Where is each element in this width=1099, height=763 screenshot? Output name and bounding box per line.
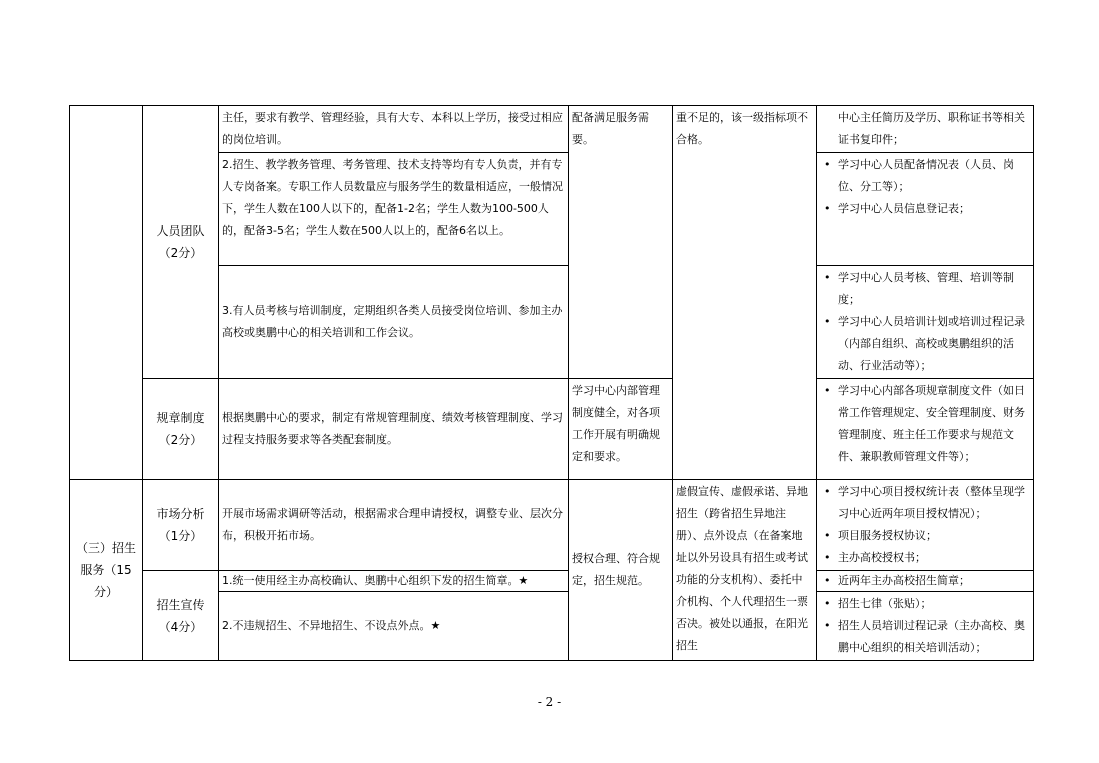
list-item: • 学习中心人员考核、管理、培训等制度； [820,267,1030,311]
personnel-materials2-cell [817,153,1034,266]
table-row [70,480,1034,571]
section-cell-empty [70,106,143,480]
personnel-materials1: 中心主任简历及学历、职称证书等相关证书复印件； [817,106,1034,153]
personnel-req1: 主任，要求有教学、管理经验，具有大专、本科以上学历，接受过相应的岗位培训。 [219,106,569,153]
market-materials-cell [817,480,1034,571]
rules-title: 规章制度 [156,411,205,425]
personnel-score: （2分） [158,246,203,260]
market-header [143,480,219,571]
promo-title: 招生宣传 [156,597,205,612]
personnel-veto: 重不足的，该一级指标项不合格。 [673,106,817,480]
rules-req: 根据奥鹏中心的要求，制定有常规管理制度、绩效考核管理制度、学习过程支持服务要求等各类配套制度。 [219,379,569,480]
enrollment-veto: 虚假宣传、虚假承诺、异地招生（跨省招生异地注册）、点外设点（在备案地址以外另设具有招生或考试功能的分支机构）、委托中介机构、个人代理招生一票否决。被处以通报，在阳光招生 [673,480,817,661]
personnel-materials3-cell [817,266,1034,379]
enrollment-standard: 授权合理、符合规定，招生规范。 [569,480,673,661]
list-item: • 学习中心内部各项规章制度文件（如日常工作管理规定、安全管理制度、财务管理制度、班主任工作要求与规范文件、兼职教师管理文件等）； [820,380,1030,468]
list-item: • 招生人员培训过程记录（主办高校、奥鹏中心组织的相关培训活动）； [820,615,1030,659]
rules-score: （2分） [158,433,203,447]
market-title: 市场分析 [156,507,205,521]
table-row [70,571,1034,592]
evaluation-table [69,105,1034,661]
list-item: • 学习中心人员信息登记表； [820,198,1030,220]
promo-header [143,571,219,661]
market-req: 开展市场需求调研等活动，根据需求合理申请授权，调整专业、层次分布，积极开拓市场。 [219,480,569,571]
page-number: - 2 - [537,695,562,709]
promo-score: （4分） [158,619,203,634]
personnel-title: 人员团队 [156,224,205,238]
list-item: • 项目服务授权协议； [820,525,1030,547]
list-item: • 招生七律（张贴）； [820,593,1030,615]
list-item: • 主办高校授权书； [820,547,1030,569]
enrollment-section: （三）招生服务（15分） [70,480,143,661]
list-item: • 学习中心人员培训计划或培训过程记录（内部自组织、高校或奥鹏组织的活动、行业活动等）； [820,311,1030,377]
promo-materials2-cell [817,592,1034,661]
promo-materials1-cell [817,571,1034,592]
list-item: • 学习中心项目授权统计表（整体呈现学习中心近两年项目授权情况）； [820,481,1030,525]
rules-standard: 学习中心内部管理制度健全，对各项工作开展有明确规定和要求。 [569,379,673,480]
table-row [70,106,1034,153]
personnel-req3: 3.有人员考核与培训制度，定期组织各类人员接受岗位培训、参加主办高校或奥鹏中心的相关培训和工作会议。 [219,266,569,379]
personnel-standard: 配备满足服务需要。 [569,106,673,379]
promo-req1: 1.统一使用经主办高校确认、奥鹏中心组织下发的招生简章。★ [219,571,569,592]
promo-req2: 2.不违规招生、不异地招生、不设点外点。★ [219,592,569,661]
market-score: （1分） [158,529,203,543]
rules-materials-cell [817,379,1034,480]
personnel-req2: 2.招生、教学教务管理、考务管理、技术支持等均有专人负责，并有专人专岗备案。专职工作人员数量应与服务学生的数量相适应，一般情况下，学生人数在100人以下的，配备1-2名；学生人数为100-500人的，配备3-5名；学生人数在500人以上的，配备6名以上。 [219,153,569,266]
table-row [70,379,1034,480]
list-item: • 近两年主办高校招生简章； [820,572,1030,590]
rules-header [143,379,219,480]
list-item: • 学习中心人员配备情况表（人员、岗位、分工等）； [820,154,1030,198]
personnel-header [143,106,219,379]
